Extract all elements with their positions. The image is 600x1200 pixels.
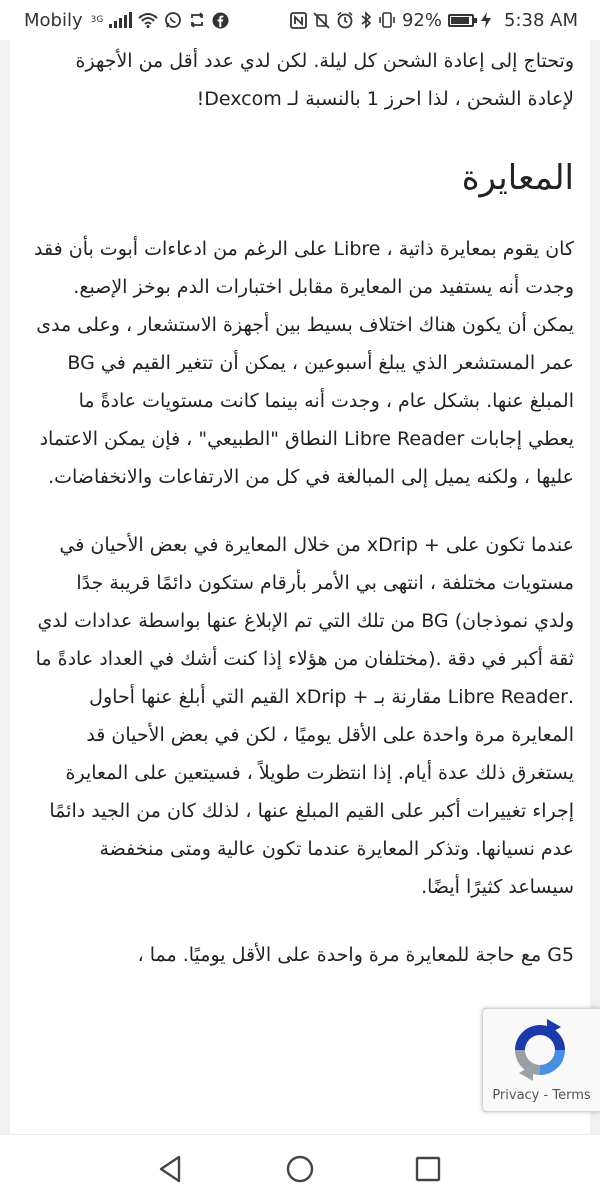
navigation-bar bbox=[0, 1134, 600, 1200]
recaptcha-logo-icon bbox=[507, 1017, 573, 1083]
clock: 5:38 AM bbox=[504, 9, 578, 31]
paragraph-calibration-1: كان يقوم بمعايرة ذاتية ، Libre على الرغم من ادعاءات أبوت بأن فقد وجدت أنه يستفيد من المعايرة مقابل اختبارات الدم بوخز الإصبع. يمكن أن يكون هناك اختلاف بسيط بين أجهزة الاستشعار ، وعلى مدى عمر المستشعر الذي يبلغ أسبوعين ، يمكن أن تتغير القيم في BG المبلغ عنها. بشكل عام ، وجدت أنه بينما كانت مستويات عادةً ما يعطي إجابات Libre Reader النطاق "الطبيعي" ، فإن يمكن الاعتماد عليها ، ولكنه يميل إلى المبالغة في كل من الارتفاعات والانخفاضات. bbox=[34, 238, 574, 488]
battery-percent: 92% bbox=[401, 9, 442, 31]
mute-icon bbox=[313, 12, 330, 29]
bluetooth-icon bbox=[360, 11, 372, 29]
battery-icon bbox=[448, 14, 474, 27]
paragraph-calibration-3: G5 مع حاجة للمعايرة مرة واحدة على الأقل يوميًا. مما ، bbox=[137, 944, 574, 966]
status-bar-left bbox=[24, 10, 229, 31]
terms-link[interactable]: Terms bbox=[552, 1088, 591, 1103]
article-content bbox=[34, 40, 574, 1004]
whatsapp-icon bbox=[164, 11, 182, 29]
status-bar-right bbox=[290, 10, 578, 31]
privacy-link[interactable]: Privacy bbox=[492, 1088, 540, 1103]
section-heading: المعايرة bbox=[461, 158, 574, 198]
link-separator: - bbox=[543, 1088, 549, 1103]
alarm-icon bbox=[336, 11, 354, 29]
vibrate-icon bbox=[378, 11, 396, 29]
intro-paragraph: وتحتاج إلى إعادة الشحن كل ليلة. لكن لدي عدد أقل من الأجهزة لإعادة الشحن ، لذا احرز 1 بالنسبة لـ Dexcom! bbox=[75, 50, 574, 110]
paragraph-calibration-2: عندما تكون على + xDrip من خلال المعايرة في بعض الأحيان في مستويات مختلفة ، انتهى بي الأمر بأرقام ستكون دائمًا قريبة جدًا ولدي نموذجان) BG من تلك التي تم الإبلاغ عنها بواسطة عدادات لدي ثقة أكبر في دقة .(مختلفان من هؤلاء إذا كنت أشك في العداد عادةً ما .Libre Reader مقارنة بـ + xDrip القيم التي أبلغ عنها أحاول المعايرة مرة واحدة على الأقل يوميًا ، لكن في بعض الأحيان قد يستغرق ذلك عدة أيام. إذا انتظرت طويلاً ، فسيتعين على المعايرة إجراء تغييرات أكبر على القيم المبلغ عنها ، لذلك كان من الجيد دائمًا عدم نسيانها. وتذكر المعايرة عندما تكون عالية ومتى منخفضة سيساعد كثيرًا أيضًا. bbox=[35, 534, 574, 898]
back-icon[interactable] bbox=[155, 1153, 187, 1185]
signal-icon bbox=[109, 12, 132, 28]
carrier-name: Mobily bbox=[24, 9, 83, 31]
status-bar bbox=[0, 0, 600, 40]
recaptcha-links bbox=[483, 1088, 600, 1103]
article-viewport[interactable] bbox=[10, 40, 590, 1134]
wifi-icon bbox=[138, 12, 158, 28]
charging-icon bbox=[480, 12, 492, 28]
network-type: 3G bbox=[90, 15, 104, 25]
sync-icon bbox=[188, 11, 206, 29]
facebook-icon bbox=[212, 12, 229, 29]
nfc-icon bbox=[290, 12, 307, 29]
recaptcha-badge[interactable] bbox=[482, 1008, 600, 1112]
recents-icon[interactable] bbox=[412, 1153, 444, 1185]
page-margin-right bbox=[590, 40, 600, 1134]
home-icon[interactable] bbox=[284, 1153, 316, 1185]
page-margin-left bbox=[0, 40, 10, 1134]
